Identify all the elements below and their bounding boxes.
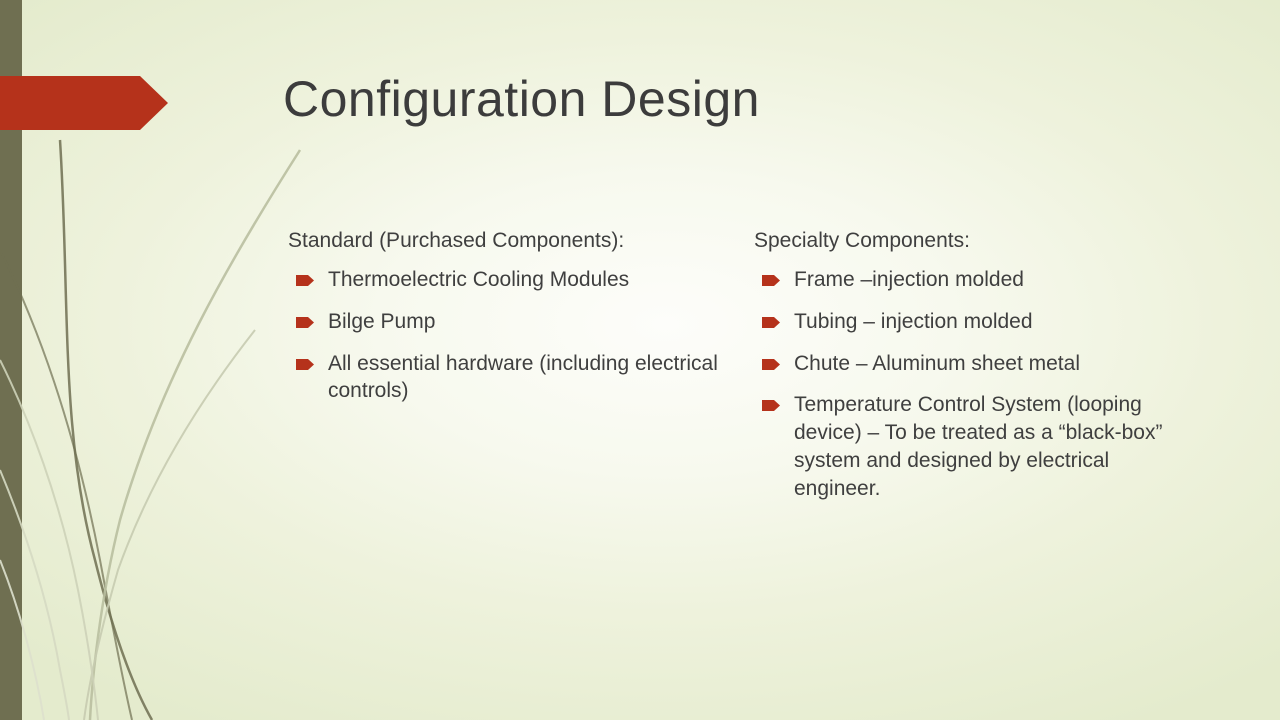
- list-item-label: Frame –injection molded: [794, 268, 1024, 292]
- arrow-bullet-icon: [762, 275, 780, 286]
- list-item-label: Bilge Pump: [328, 309, 436, 333]
- arrow-bullet-icon: [296, 317, 314, 328]
- page-title: Configuration Design: [283, 71, 760, 127]
- list-item-label: Thermoelectric Cooling Modules: [328, 268, 630, 292]
- list-item: [754, 350, 1184, 378]
- column-heading: Standard (Purchased Components):: [288, 229, 625, 252]
- list-item: [754, 391, 1184, 502]
- list-item: [754, 266, 1184, 294]
- list-item-label: Chute – Aluminum sheet metal: [794, 351, 1080, 375]
- column-specialty-components: [754, 228, 1184, 516]
- list-item: [754, 308, 1184, 336]
- list-item-label: Temperature Control System (looping device) – To be treated as a “black-box” system and designed by electrical engineer.: [794, 393, 1163, 500]
- list-item: [288, 308, 718, 336]
- list-item-label: Tubing – injection molded: [794, 309, 1033, 333]
- arrow-bullet-icon: [296, 275, 314, 286]
- column-heading: Specialty Components:: [754, 229, 970, 252]
- list-item: [288, 350, 718, 405]
- arrow-bullet-icon: [762, 359, 780, 370]
- accent-arrow-banner: [0, 76, 168, 130]
- list-item-label: All essential hardware (including electrical controls): [328, 351, 718, 403]
- arrow-bullet-icon: [762, 400, 780, 411]
- bullet-list-specialty: [754, 266, 1184, 502]
- column-standard-components: [288, 228, 718, 516]
- content-columns: [288, 228, 1228, 516]
- arrow-bullet-icon: [296, 359, 314, 370]
- arrow-bullet-icon: [762, 317, 780, 328]
- list-item: [288, 266, 718, 294]
- bullet-list-standard: [288, 266, 718, 405]
